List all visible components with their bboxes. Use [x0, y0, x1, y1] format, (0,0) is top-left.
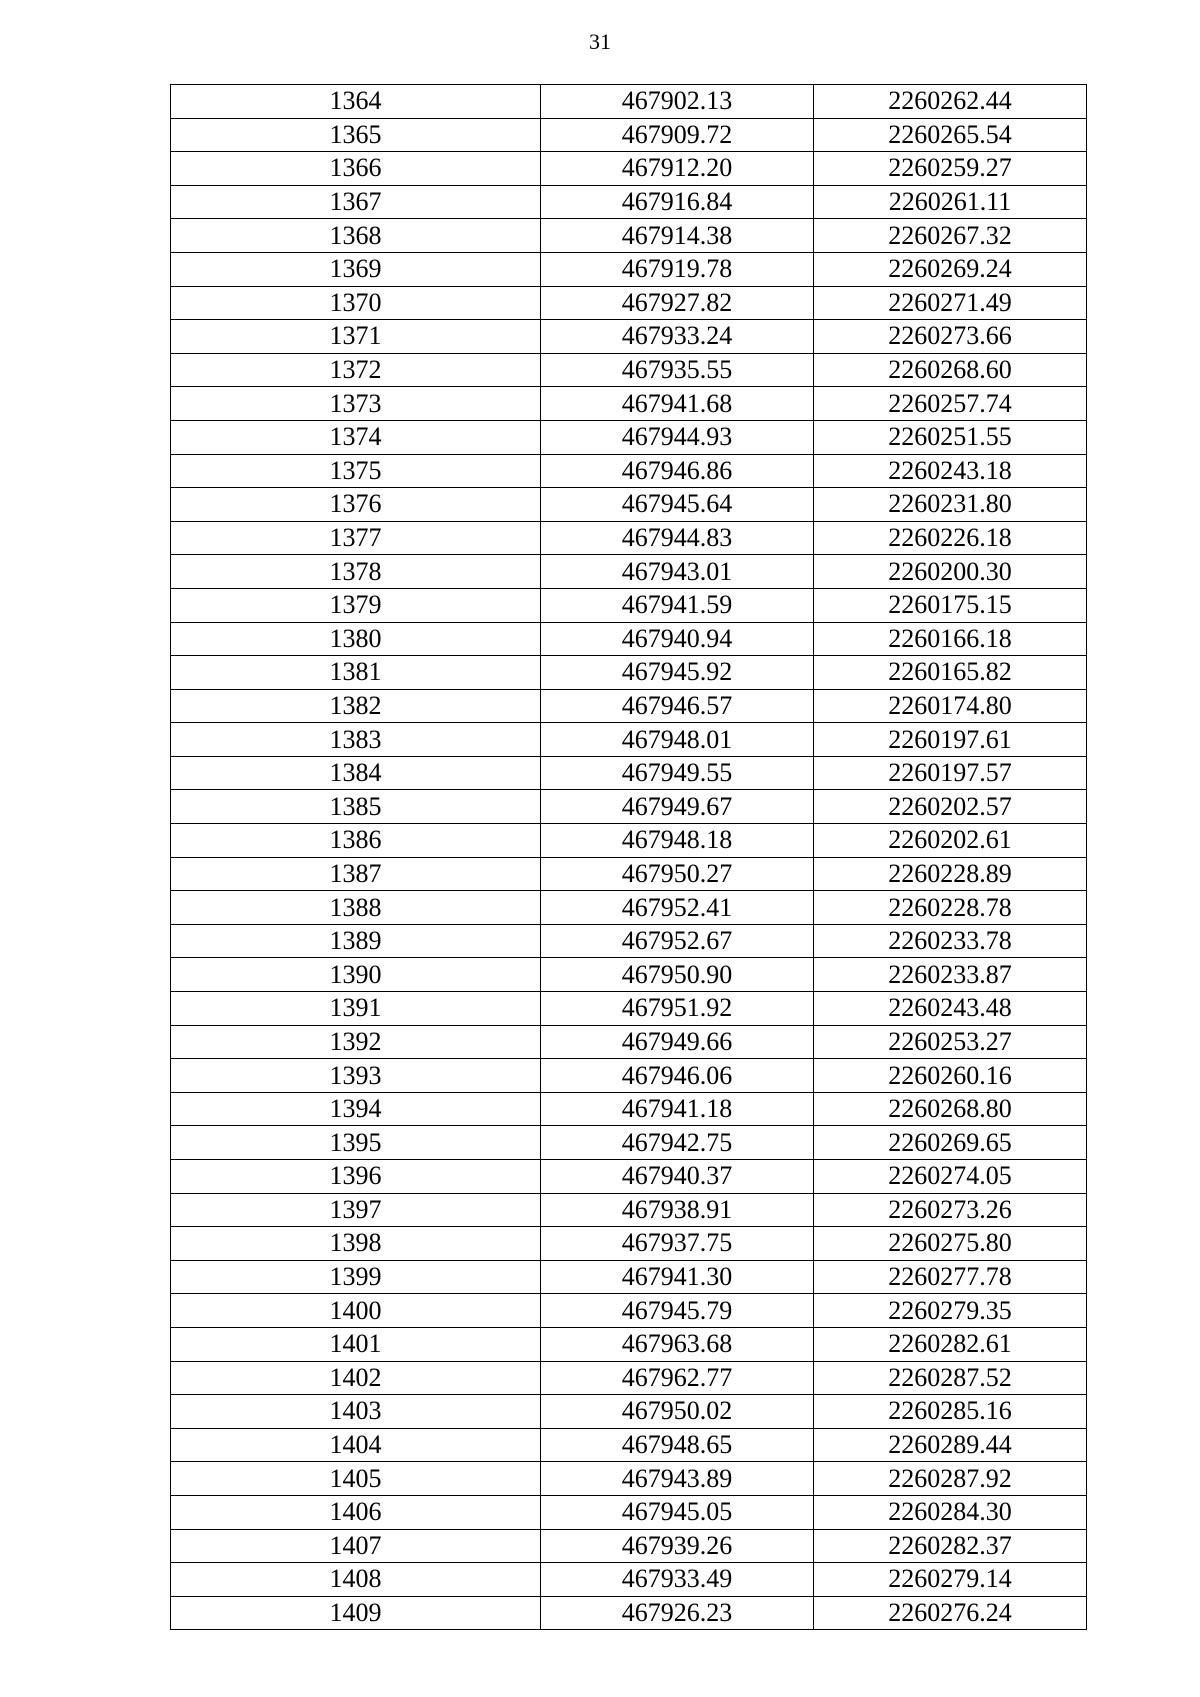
point-number-cell: 1370 — [171, 286, 541, 320]
x-coordinate-cell: 467941.59 — [541, 588, 814, 622]
y-coordinate-cell: 2260277.78 — [814, 1260, 1087, 1294]
table-row — [171, 1395, 1087, 1429]
point-number-cell: 1387 — [171, 857, 541, 891]
table-row — [171, 387, 1087, 421]
point-number-cell: 1409 — [171, 1596, 541, 1630]
x-coordinate-cell: 467912.20 — [541, 152, 814, 186]
point-number-cell: 1366 — [171, 152, 541, 186]
y-coordinate-cell: 2260267.32 — [814, 219, 1087, 253]
table-row — [171, 1428, 1087, 1462]
x-coordinate-cell: 467916.84 — [541, 185, 814, 219]
x-coordinate-cell: 467909.72 — [541, 118, 814, 152]
point-number-cell: 1373 — [171, 387, 541, 421]
y-coordinate-cell: 2260226.18 — [814, 521, 1087, 555]
point-number-cell: 1398 — [171, 1227, 541, 1261]
y-coordinate-cell: 2260197.61 — [814, 723, 1087, 757]
y-coordinate-cell: 2260174.80 — [814, 689, 1087, 723]
point-number-cell: 1399 — [171, 1260, 541, 1294]
point-number-cell: 1385 — [171, 790, 541, 824]
point-number-cell: 1405 — [171, 1462, 541, 1496]
point-number-cell: 1394 — [171, 1092, 541, 1126]
table-row — [171, 656, 1087, 690]
table-row — [171, 1361, 1087, 1395]
point-number-cell: 1401 — [171, 1327, 541, 1361]
point-number-cell: 1406 — [171, 1495, 541, 1529]
x-coordinate-cell: 467949.67 — [541, 790, 814, 824]
y-coordinate-cell: 2260282.61 — [814, 1327, 1087, 1361]
point-number-cell: 1391 — [171, 992, 541, 1026]
y-coordinate-cell: 2260262.44 — [814, 85, 1087, 119]
x-coordinate-cell: 467944.93 — [541, 420, 814, 454]
point-number-cell: 1382 — [171, 689, 541, 723]
point-number-cell: 1369 — [171, 252, 541, 286]
table-row — [171, 756, 1087, 790]
y-coordinate-cell: 2260285.16 — [814, 1395, 1087, 1429]
point-number-cell: 1400 — [171, 1294, 541, 1328]
table-row — [171, 723, 1087, 757]
table-row — [171, 286, 1087, 320]
y-coordinate-cell: 2260287.92 — [814, 1462, 1087, 1496]
table-row — [171, 689, 1087, 723]
point-number-cell: 1408 — [171, 1563, 541, 1597]
y-coordinate-cell: 2260279.14 — [814, 1563, 1087, 1597]
y-coordinate-cell: 2260269.24 — [814, 252, 1087, 286]
x-coordinate-cell: 467927.82 — [541, 286, 814, 320]
table-row — [171, 488, 1087, 522]
y-coordinate-cell: 2260197.57 — [814, 756, 1087, 790]
y-coordinate-cell: 2260233.87 — [814, 958, 1087, 992]
point-number-cell: 1368 — [171, 219, 541, 253]
x-coordinate-cell: 467914.38 — [541, 219, 814, 253]
table-row — [171, 320, 1087, 354]
y-coordinate-cell: 2260284.30 — [814, 1495, 1087, 1529]
table-row — [171, 252, 1087, 286]
x-coordinate-cell: 467941.18 — [541, 1092, 814, 1126]
y-coordinate-cell: 2260175.15 — [814, 588, 1087, 622]
table-row — [171, 521, 1087, 555]
y-coordinate-cell: 2260269.65 — [814, 1126, 1087, 1160]
y-coordinate-cell: 2260273.26 — [814, 1193, 1087, 1227]
x-coordinate-cell: 467946.86 — [541, 454, 814, 488]
x-coordinate-cell: 467943.01 — [541, 555, 814, 589]
table-row — [171, 1092, 1087, 1126]
y-coordinate-cell: 2260202.57 — [814, 790, 1087, 824]
table-row — [171, 1059, 1087, 1093]
y-coordinate-cell: 2260260.16 — [814, 1059, 1087, 1093]
x-coordinate-cell: 467952.67 — [541, 924, 814, 958]
table-row — [171, 1294, 1087, 1328]
point-number-cell: 1383 — [171, 723, 541, 757]
x-coordinate-cell: 467949.55 — [541, 756, 814, 790]
y-coordinate-cell: 2260289.44 — [814, 1428, 1087, 1462]
coordinates-table — [170, 84, 1087, 1630]
x-coordinate-cell: 467946.06 — [541, 1059, 814, 1093]
y-coordinate-cell: 2260274.05 — [814, 1160, 1087, 1194]
x-coordinate-cell: 467950.27 — [541, 857, 814, 891]
point-number-cell: 1380 — [171, 622, 541, 656]
y-coordinate-cell: 2260268.80 — [814, 1092, 1087, 1126]
y-coordinate-cell: 2260287.52 — [814, 1361, 1087, 1395]
x-coordinate-cell: 467951.92 — [541, 992, 814, 1026]
table-row — [171, 1227, 1087, 1261]
y-coordinate-cell: 2260273.66 — [814, 320, 1087, 354]
y-coordinate-cell: 2260282.37 — [814, 1529, 1087, 1563]
x-coordinate-cell: 467945.05 — [541, 1495, 814, 1529]
y-coordinate-cell: 2260243.18 — [814, 454, 1087, 488]
x-coordinate-cell: 467941.68 — [541, 387, 814, 421]
x-coordinate-cell: 467943.89 — [541, 1462, 814, 1496]
y-coordinate-cell: 2260279.35 — [814, 1294, 1087, 1328]
point-number-cell: 1402 — [171, 1361, 541, 1395]
x-coordinate-cell: 467948.18 — [541, 824, 814, 858]
table-row — [171, 219, 1087, 253]
table-row — [171, 1260, 1087, 1294]
x-coordinate-cell: 467962.77 — [541, 1361, 814, 1395]
table-row — [171, 420, 1087, 454]
y-coordinate-cell: 2260233.78 — [814, 924, 1087, 958]
table-row — [171, 1193, 1087, 1227]
table-row — [171, 1495, 1087, 1529]
x-coordinate-cell: 467950.90 — [541, 958, 814, 992]
table-row — [171, 1529, 1087, 1563]
point-number-cell: 1372 — [171, 353, 541, 387]
x-coordinate-cell: 467945.92 — [541, 656, 814, 690]
x-coordinate-cell: 467940.94 — [541, 622, 814, 656]
table-row — [171, 924, 1087, 958]
point-number-cell: 1389 — [171, 924, 541, 958]
table-row — [171, 152, 1087, 186]
point-number-cell: 1393 — [171, 1059, 541, 1093]
point-number-cell: 1376 — [171, 488, 541, 522]
y-coordinate-cell: 2260265.54 — [814, 118, 1087, 152]
y-coordinate-cell: 2260253.27 — [814, 1025, 1087, 1059]
y-coordinate-cell: 2260200.30 — [814, 555, 1087, 589]
point-number-cell: 1388 — [171, 891, 541, 925]
point-number-cell: 1404 — [171, 1428, 541, 1462]
y-coordinate-cell: 2260275.80 — [814, 1227, 1087, 1261]
point-number-cell: 1392 — [171, 1025, 541, 1059]
y-coordinate-cell: 2260271.49 — [814, 286, 1087, 320]
table-row — [171, 857, 1087, 891]
x-coordinate-cell: 467946.57 — [541, 689, 814, 723]
x-coordinate-cell: 467948.65 — [541, 1428, 814, 1462]
table-row — [171, 1596, 1087, 1630]
x-coordinate-cell: 467933.49 — [541, 1563, 814, 1597]
table-row — [171, 1563, 1087, 1597]
table-row — [171, 622, 1087, 656]
point-number-cell: 1364 — [171, 85, 541, 119]
y-coordinate-cell: 2260257.74 — [814, 387, 1087, 421]
table-row — [171, 85, 1087, 119]
x-coordinate-cell: 467902.13 — [541, 85, 814, 119]
x-coordinate-cell: 467933.24 — [541, 320, 814, 354]
point-number-cell: 1371 — [171, 320, 541, 354]
y-coordinate-cell: 2260166.18 — [814, 622, 1087, 656]
table-row — [171, 891, 1087, 925]
point-number-cell: 1377 — [171, 521, 541, 555]
y-coordinate-cell: 2260251.55 — [814, 420, 1087, 454]
page-number: 31 — [589, 29, 611, 54]
table-row — [171, 824, 1087, 858]
x-coordinate-cell: 467935.55 — [541, 353, 814, 387]
table-row — [171, 992, 1087, 1026]
point-number-cell: 1397 — [171, 1193, 541, 1227]
point-number-cell: 1381 — [171, 656, 541, 690]
point-number-cell: 1384 — [171, 756, 541, 790]
point-number-cell: 1390 — [171, 958, 541, 992]
y-coordinate-cell: 2260165.82 — [814, 656, 1087, 690]
x-coordinate-cell: 467919.78 — [541, 252, 814, 286]
x-coordinate-cell: 467938.91 — [541, 1193, 814, 1227]
table-row — [171, 1126, 1087, 1160]
x-coordinate-cell: 467940.37 — [541, 1160, 814, 1194]
x-coordinate-cell: 467949.66 — [541, 1025, 814, 1059]
table-row — [171, 118, 1087, 152]
table-body — [171, 85, 1087, 1630]
point-number-cell: 1379 — [171, 588, 541, 622]
x-coordinate-cell: 467950.02 — [541, 1395, 814, 1429]
table-row — [171, 1025, 1087, 1059]
x-coordinate-cell: 467941.30 — [541, 1260, 814, 1294]
y-coordinate-cell: 2260228.78 — [814, 891, 1087, 925]
point-number-cell: 1396 — [171, 1160, 541, 1194]
x-coordinate-cell: 467939.26 — [541, 1529, 814, 1563]
table-row — [171, 790, 1087, 824]
table-row — [171, 588, 1087, 622]
y-coordinate-cell: 2260276.24 — [814, 1596, 1087, 1630]
x-coordinate-cell: 467926.23 — [541, 1596, 814, 1630]
x-coordinate-cell: 467942.75 — [541, 1126, 814, 1160]
point-number-cell: 1395 — [171, 1126, 541, 1160]
y-coordinate-cell: 2260268.60 — [814, 353, 1087, 387]
table-row — [171, 353, 1087, 387]
point-number-cell: 1374 — [171, 420, 541, 454]
y-coordinate-cell: 2260259.27 — [814, 152, 1087, 186]
point-number-cell: 1367 — [171, 185, 541, 219]
y-coordinate-cell: 2260228.89 — [814, 857, 1087, 891]
table-row — [171, 1462, 1087, 1496]
table-row — [171, 555, 1087, 589]
x-coordinate-cell: 467952.41 — [541, 891, 814, 925]
x-coordinate-cell: 467945.64 — [541, 488, 814, 522]
point-number-cell: 1386 — [171, 824, 541, 858]
x-coordinate-cell: 467937.75 — [541, 1227, 814, 1261]
y-coordinate-cell: 2260202.61 — [814, 824, 1087, 858]
y-coordinate-cell: 2260243.48 — [814, 992, 1087, 1026]
y-coordinate-cell: 2260231.80 — [814, 488, 1087, 522]
table-row — [171, 454, 1087, 488]
x-coordinate-cell: 467963.68 — [541, 1327, 814, 1361]
point-number-cell: 1365 — [171, 118, 541, 152]
table-row — [171, 1327, 1087, 1361]
table-row — [171, 185, 1087, 219]
y-coordinate-cell: 2260261.11 — [814, 185, 1087, 219]
x-coordinate-cell: 467945.79 — [541, 1294, 814, 1328]
point-number-cell: 1403 — [171, 1395, 541, 1429]
table-row — [171, 1160, 1087, 1194]
point-number-cell: 1375 — [171, 454, 541, 488]
table-row — [171, 958, 1087, 992]
x-coordinate-cell: 467944.83 — [541, 521, 814, 555]
point-number-cell: 1378 — [171, 555, 541, 589]
point-number-cell: 1407 — [171, 1529, 541, 1563]
x-coordinate-cell: 467948.01 — [541, 723, 814, 757]
